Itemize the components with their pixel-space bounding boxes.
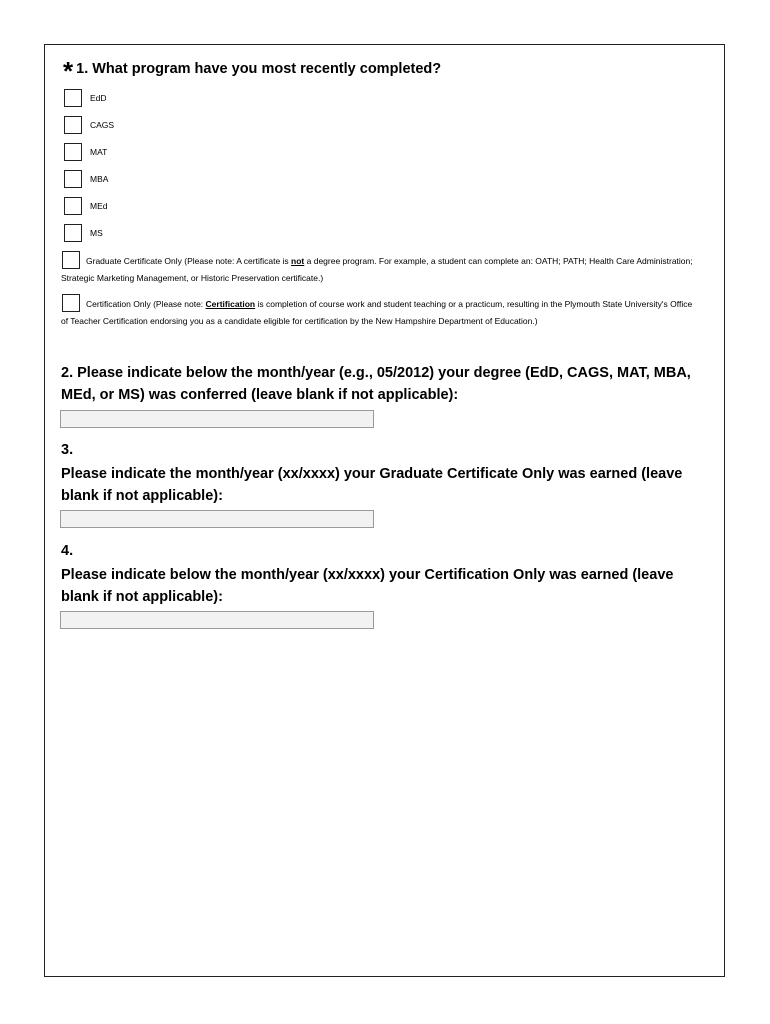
option-ms-label: MS <box>90 228 103 238</box>
question-2-title: 2. Please indicate below the month/year (e.g., 05/2012) your degree (EdD, CAGS, MAT, MBA, MEd, or MS) was conferred (leave blank if not applicable): <box>61 365 691 403</box>
option-mat-label: MAT <box>90 147 108 157</box>
option-ms[interactable] <box>64 224 103 242</box>
option-edd-label: EdD <box>90 93 107 103</box>
graduate-certificate-text-post: a degree program. For example, a student can complete an: OATH; PATH; Health Care Administration; Strategic Marketing Management, or Historic Preservation certificate.) <box>61 256 693 283</box>
question-4-title: Please indicate below the month/year (xx/xxxx) your Certification Only was earned (leave blank if not applicable): <box>61 567 674 605</box>
option-mba[interactable] <box>64 170 108 188</box>
graduate-certificate-emphasis: not <box>291 256 305 266</box>
checkbox-mba[interactable] <box>64 170 82 188</box>
question-4-number: 4. <box>61 543 74 559</box>
certification-only-text-post: is completion of course work and student teaching or a practicum, resulting in the Plymouth State University's Office of Teacher Certification endorsing you as a candidate eligible for certification by the New Hampshire Department of Education.) <box>61 299 693 326</box>
option-mba-label: MBA <box>90 174 109 184</box>
question-2-input[interactable] <box>60 410 374 428</box>
certification-only-text-pre: Certification Only (Please note: <box>86 299 206 309</box>
checkbox-med[interactable] <box>64 197 82 215</box>
question-1-title <box>63 58 441 84</box>
option-mat[interactable] <box>64 143 107 161</box>
option-cags[interactable] <box>64 116 114 134</box>
question-4-input[interactable] <box>60 611 374 629</box>
question-3-title: Please indicate the month/year (xx/xxxx) your Graduate Certificate Only was earned (leave blank if not applicable): <box>61 466 683 504</box>
option-cags-label: CAGS <box>90 120 115 130</box>
graduate-certificate-text-pre: Graduate Certificate Only (Please note: A certificate is <box>86 256 292 266</box>
question-3-number: 3. <box>61 442 74 458</box>
checkbox-cags[interactable] <box>64 116 82 134</box>
option-med[interactable] <box>64 197 107 215</box>
option-certification-only[interactable] <box>61 294 701 330</box>
checkbox-edd[interactable] <box>64 89 82 107</box>
checkbox-certification-only[interactable] <box>62 294 80 312</box>
certification-only-emphasis: Certification <box>205 299 256 309</box>
option-edd[interactable] <box>64 89 107 107</box>
question-3-input[interactable] <box>60 510 374 528</box>
checkbox-mat[interactable] <box>64 143 82 161</box>
question-1-text: 1. What program have you most recently completed? <box>76 61 442 77</box>
required-asterisk: * <box>63 56 74 86</box>
option-med-label: MEd <box>90 201 108 211</box>
option-graduate-certificate[interactable] <box>61 251 701 287</box>
checkbox-graduate-certificate[interactable] <box>62 251 80 269</box>
checkbox-ms[interactable] <box>64 224 82 242</box>
